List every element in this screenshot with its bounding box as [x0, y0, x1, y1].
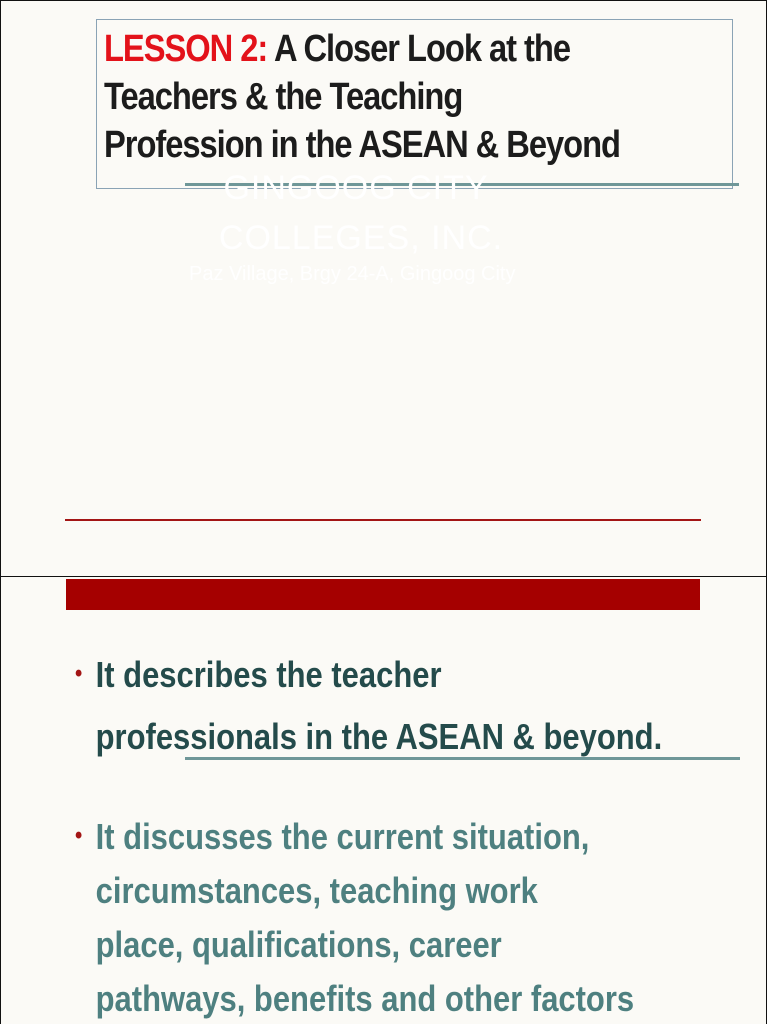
bullet-dot-icon: • [75, 822, 83, 849]
title-line-3: Profession in the ASEAN & Beyond [104, 124, 620, 166]
bullet-2-line-3: place, qualifications, career [95, 924, 502, 965]
title-line-2: Teachers & the Teaching [104, 76, 463, 118]
lesson-title [104, 25, 637, 169]
college-address: Paz Village, Brgy 24-A, Gingoog City [189, 263, 516, 285]
bullet-2-line-4: pathways, benefits and other factors [95, 978, 635, 1019]
slide-bullets [0, 576, 767, 1024]
bullet-item-1 [75, 643, 662, 768]
header-bar [66, 579, 700, 610]
title-line-1: A Closer Look at the [267, 28, 570, 70]
lesson-number: LESSON 2: [104, 28, 268, 70]
bullet-dot-icon: • [75, 660, 83, 687]
footer-divider [65, 519, 701, 521]
bullet-1-line-2: professionals in the ASEAN & beyond. [95, 716, 663, 757]
college-name-line-1: GINGOOG CITY [223, 169, 489, 207]
bullet-item-2 [75, 809, 634, 1024]
bullet-2-line-1: It discusses the current situation, [95, 816, 590, 857]
bullet-1-line-1: It describes the teacher [95, 654, 442, 695]
college-name-line-2: COLLEGES, INC. [218, 219, 504, 257]
bullet-underline [185, 757, 740, 760]
bullet-2-line-2: circumstances, teaching work [95, 870, 538, 911]
